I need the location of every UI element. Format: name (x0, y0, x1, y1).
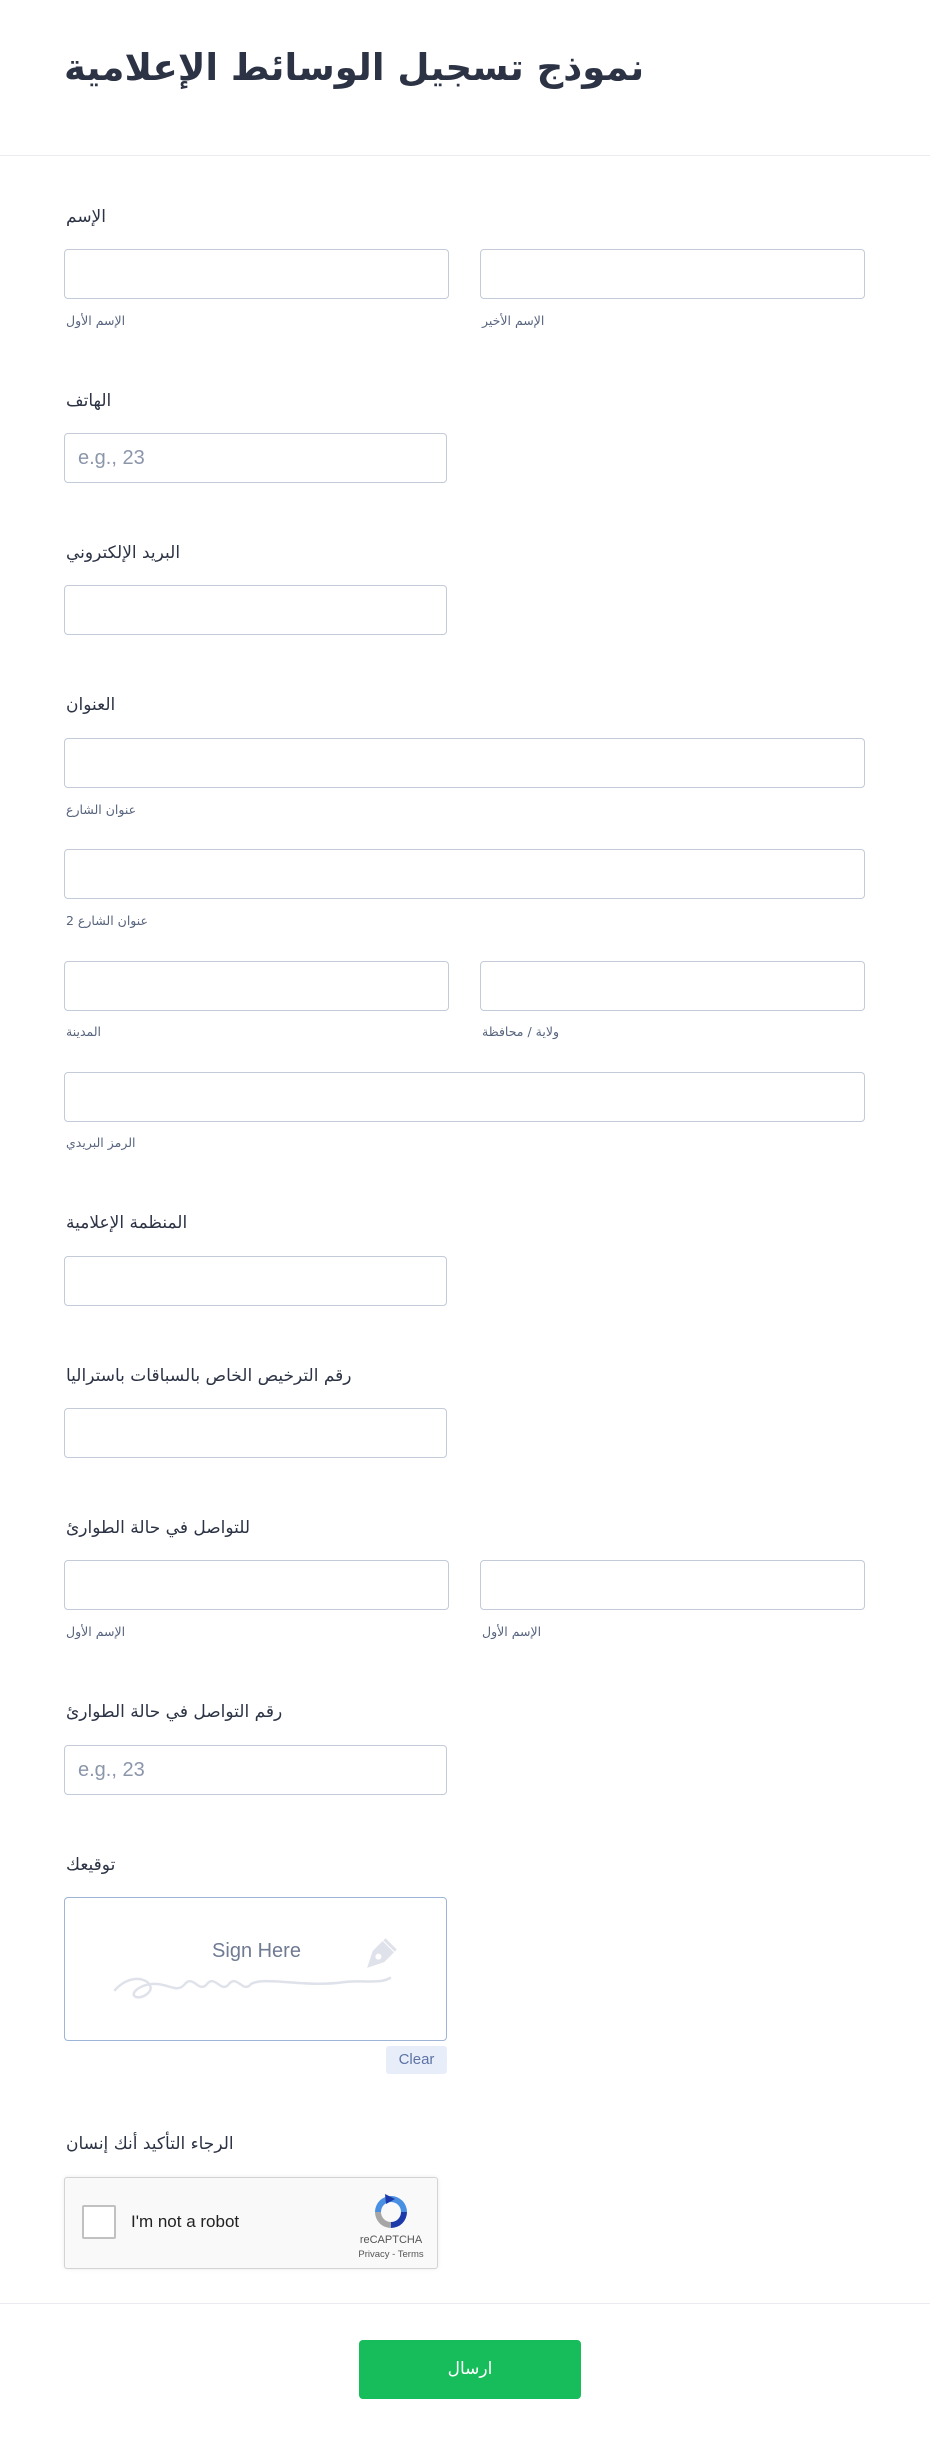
organization-label: المنظمة الإعلامية (66, 1213, 188, 1233)
emergency-first-sublabel: الإسم الأول (66, 1624, 126, 1639)
recaptcha-logo-icon (369, 2190, 413, 2234)
form-title: نموذج تسجيل الوسائط الإعلامية (64, 46, 645, 89)
license-label: رقم الترخيص الخاص بالسباقات باستراليا (66, 1366, 352, 1386)
state-sublabel: ولاية / محافظة (482, 1024, 560, 1039)
organization-input[interactable] (64, 1256, 447, 1306)
emergency-first-name-input[interactable] (64, 1560, 449, 1610)
recaptcha-widget (64, 2177, 438, 2269)
city-input[interactable] (64, 961, 449, 1011)
license-input[interactable] (64, 1408, 447, 1458)
phone-label: الهاتف (66, 391, 112, 411)
email-label: البريد الإلكتروني (66, 543, 181, 563)
recaptcha-brand: reCAPTCHA (359, 2234, 423, 2246)
form-header (0, 0, 930, 156)
emergency-second-sublabel: الإسم الأول (482, 1624, 542, 1639)
email-input[interactable] (64, 585, 447, 635)
name-label: الإسم (66, 207, 106, 227)
street-address-2-input[interactable] (64, 849, 865, 899)
last-name-sublabel: الإسم الأخير (482, 313, 545, 328)
street-address-input[interactable] (64, 738, 865, 788)
city-sublabel: المدينة (66, 1024, 102, 1039)
signature-hint: Sign Here (212, 1940, 301, 1962)
captcha-checkbox-text: I'm not a robot (131, 2212, 240, 2231)
pen-nib-icon (355, 1936, 399, 1980)
zip-sublabel: الرمز البريدي (66, 1135, 136, 1150)
submit-button[interactable]: ارسال (359, 2340, 581, 2399)
signature-label: توقيعك (66, 1855, 116, 1875)
phone-input[interactable] (64, 433, 447, 483)
emergency-phone-label: رقم التواصل في حالة الطوارئ (66, 1702, 283, 1722)
emergency-phone-input[interactable] (64, 1745, 447, 1795)
street-address-2-sublabel: عنوان الشارع 2 (66, 913, 148, 928)
zip-input[interactable] (64, 1072, 865, 1122)
last-name-input[interactable] (480, 249, 865, 299)
first-name-input[interactable] (64, 249, 449, 299)
street-address-sublabel: عنوان الشارع (66, 802, 137, 817)
emergency-contact-label: للتواصل في حالة الطوارئ (66, 1518, 251, 1538)
signature-pad[interactable] (64, 1897, 447, 2041)
state-input[interactable] (480, 961, 865, 1011)
emergency-phone-placeholder: e.g., 23 (78, 1759, 145, 1781)
recaptcha-links[interactable]: Privacy - Terms (358, 2249, 424, 2260)
phone-placeholder: e.g., 23 (78, 447, 145, 469)
address-label: العنوان (66, 695, 116, 715)
captcha-checkbox[interactable] (82, 2205, 116, 2239)
emergency-second-name-input[interactable] (480, 1560, 865, 1610)
first-name-sublabel: الإسم الأول (66, 313, 126, 328)
captcha-label: الرجاء التأكيد أنك إنسان (66, 2134, 234, 2154)
clear-signature-button[interactable]: Clear (386, 2046, 447, 2074)
